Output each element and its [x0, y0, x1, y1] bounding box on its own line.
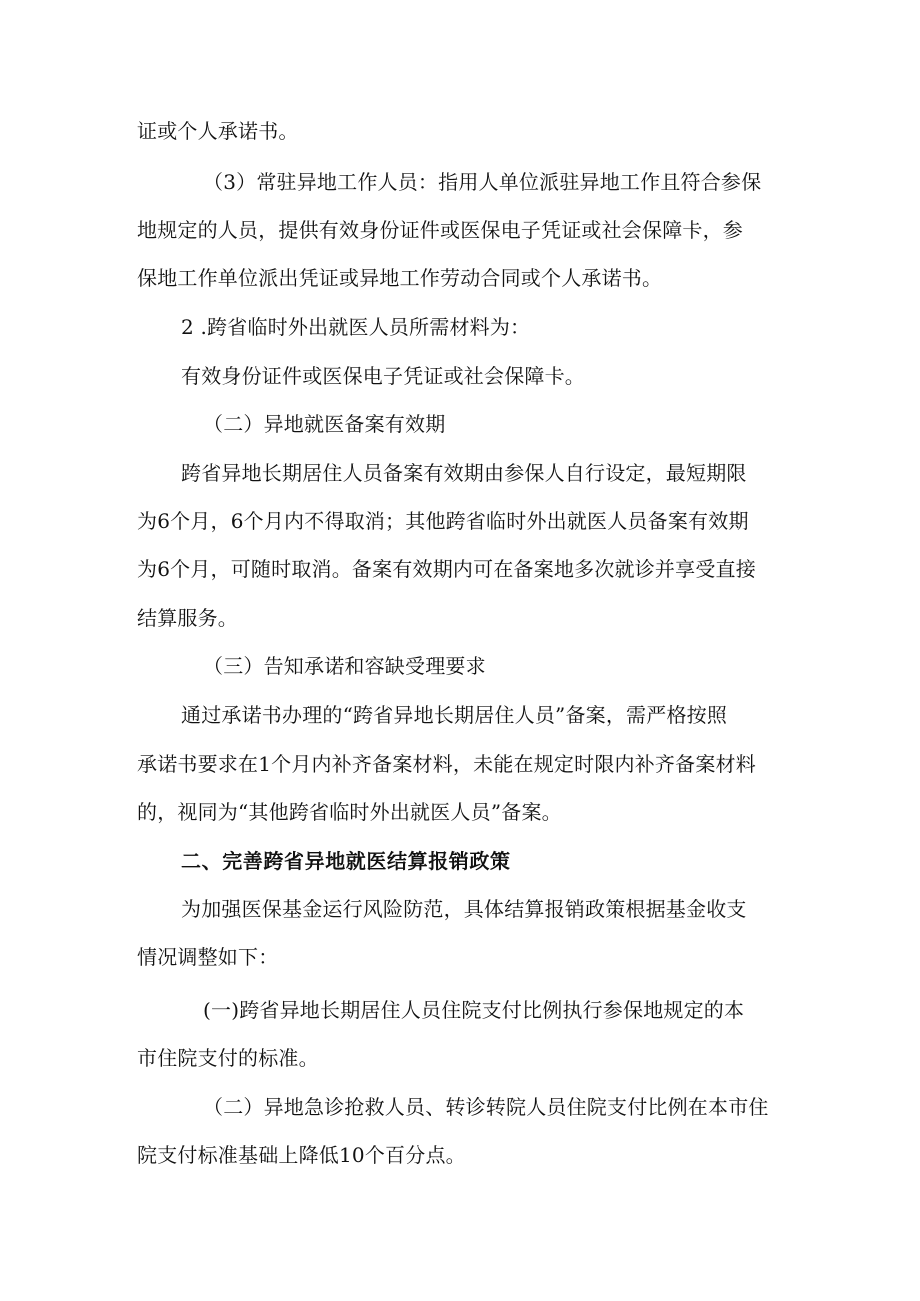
paragraph-line: 地规定的人员，提供有效身份证件或医保电子凭证或社会保障卡，参	[137, 218, 743, 242]
paragraph-line: 2 .跨省临时外出就医人员所需材料为：	[181, 315, 531, 339]
paragraph-line: (一)跨省异地长期居住人员住院支付比例执行参保地规定的本	[203, 998, 745, 1022]
paragraph-line: （二）异地急诊抢救人员、转诊转院人员住院支付比例在本市住	[203, 1095, 769, 1119]
paragraph-line: 承诺书要求在1个月内补齐备案材料，未能在规定时限内补齐备案材料	[137, 752, 756, 776]
paragraph-line: 保地工作单位派出凭证或异地工作劳动合同或个人承诺书。	[137, 266, 663, 290]
section-heading: （二）异地就医备案有效期	[203, 412, 446, 436]
paragraph-line: 的，视同为“其他跨省临时外出就医人员”备案。	[137, 800, 562, 824]
paragraph-line: 通过承诺书办理的“跨省异地长期居住人员”备案，需严格按照	[181, 703, 728, 727]
chapter-heading: 二、完善跨省异地就医结算报销政策	[181, 849, 511, 873]
paragraph-line: 为6个月，可随时取消。备案有效期内可在备案地多次就诊并享受直接	[137, 557, 756, 581]
paragraph-line: 跨省异地长期居住人员备案有效期由参保人自行设定，最短期限	[181, 461, 747, 485]
paragraph-line: 院支付标准基础上降低10个百分点。	[137, 1143, 466, 1167]
paragraph-line: 情况调整如下：	[137, 945, 279, 969]
paragraph-line: （3）常驻异地工作人员：指用人单位派驻异地工作且符合参保	[203, 170, 762, 194]
paragraph-line: 结算服务。	[137, 606, 238, 630]
paragraph-line: 为6个月，6个月内不得取消；其他跨省临时外出就医人员备案有效期	[137, 509, 749, 533]
paragraph-line: 市住院支付的标准。	[137, 1046, 319, 1070]
paragraph-line: 有效身份证件或医保电子凭证或社会保障卡。	[181, 364, 585, 388]
paragraph-line: 为加强医保基金运行风险防范，具体结算报销政策根据基金收支	[181, 897, 747, 921]
paragraph-line: 证或个人承诺书。	[137, 119, 299, 143]
section-heading: （三）告知承诺和容缺受理要求	[203, 654, 486, 678]
